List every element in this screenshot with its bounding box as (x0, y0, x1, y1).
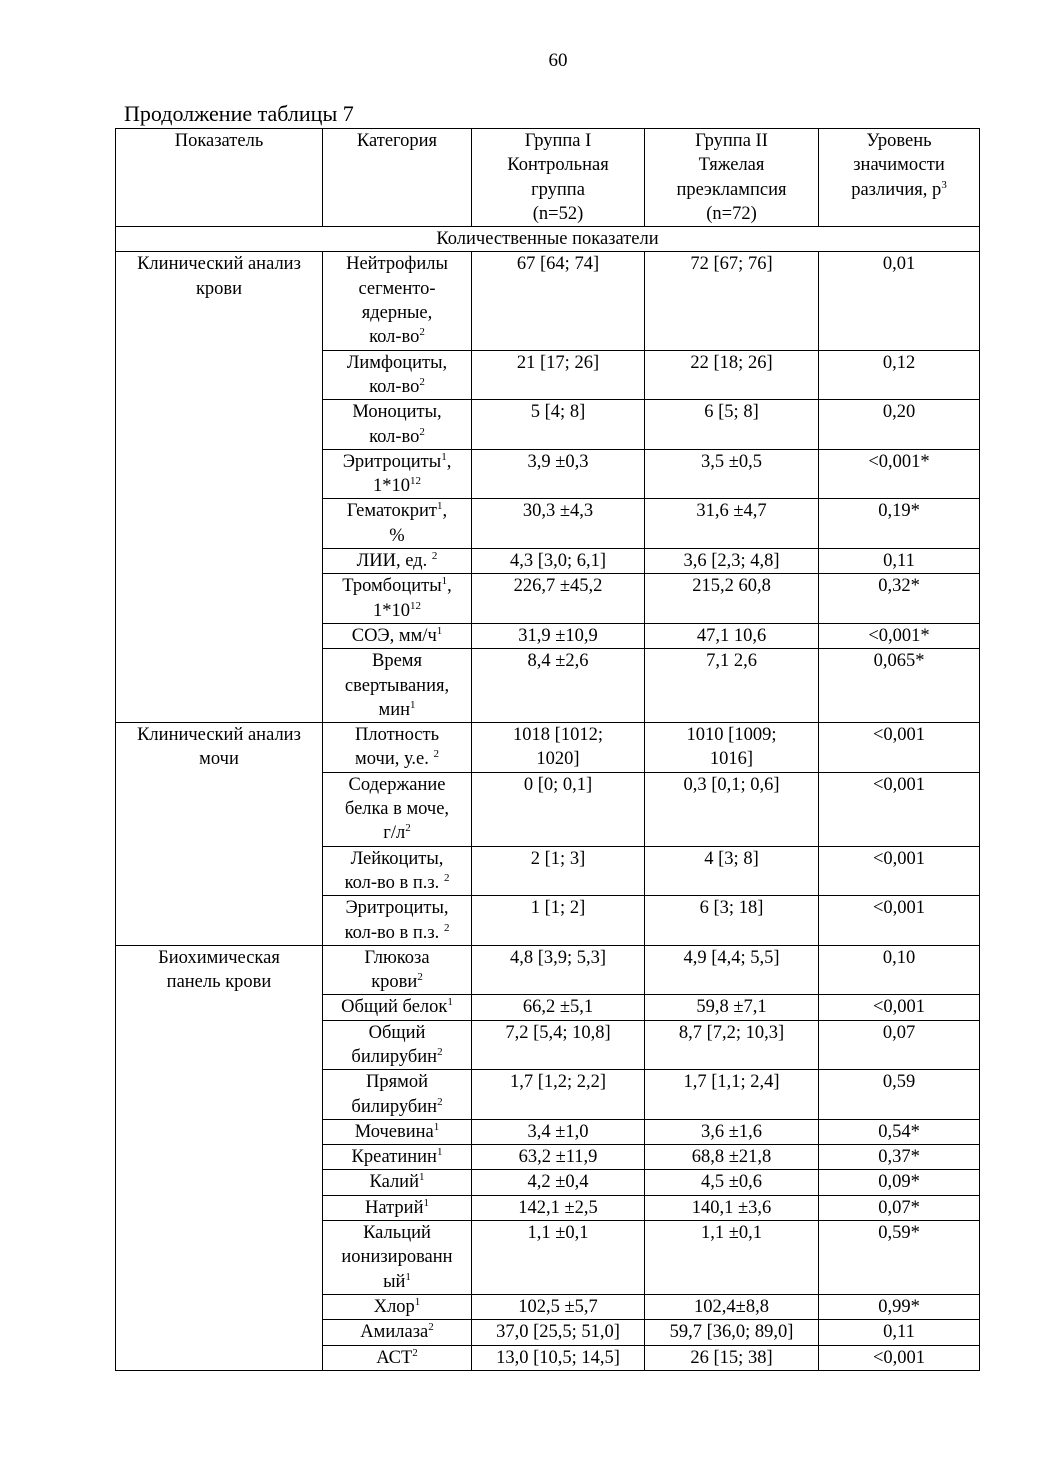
category-cell (323, 499, 472, 549)
category-cell (323, 1170, 472, 1195)
indicator-group-cell (116, 723, 323, 946)
significance-cell: 0,32* (819, 574, 980, 624)
indicator-name-line: Клинический анализ (137, 254, 301, 275)
category-line: кол-во (369, 327, 420, 348)
category-line: Эритроциты (342, 451, 442, 472)
group-1-value: 30,3 ±4,3 (472, 499, 645, 549)
category-cell (323, 1345, 472, 1370)
significance-cell: <0,001 (819, 772, 980, 846)
header-group-2 (645, 129, 819, 227)
significance-cell: 0,20 (819, 400, 980, 450)
category-line: Глюкоза (364, 947, 430, 968)
significance-cell: <0,001 (819, 846, 980, 896)
category-cell (323, 549, 472, 574)
group-2-value: 59,8 ±7,1 (645, 995, 819, 1020)
category-line: крови (371, 972, 418, 993)
category-line: 1*10 (373, 476, 410, 497)
significance-cell: 0,99* (819, 1294, 980, 1319)
significance-cell: 0,07 (819, 1020, 980, 1070)
significance-cell: 0,37* (819, 1145, 980, 1170)
group-1-value: 2 [1; 3] (472, 846, 645, 896)
category-cell (323, 1119, 472, 1144)
indicator-name-line: Клинический анализ (137, 725, 301, 746)
significance-cell: 0,11 (819, 1320, 980, 1345)
category-line: Время (371, 651, 423, 672)
significance-cell: <0,001* (819, 623, 980, 648)
group-1-value: 4,2 ±0,4 (472, 1170, 645, 1195)
category-line: кол-во в п.з. (344, 872, 444, 893)
group-1-value: 21 [17; 26] (472, 350, 645, 400)
category-line: Плотность (354, 725, 440, 746)
table-row (116, 252, 980, 350)
group-1-value: 4,3 [3,0; 6,1] (472, 549, 645, 574)
category-cell (323, 896, 472, 946)
category-line: Лейкоциты, (350, 848, 444, 869)
category-cell (323, 1070, 472, 1120)
group-1-value: 13,0 [10,5; 14,5] (472, 1345, 645, 1370)
footnote-marker: 2 (412, 1346, 418, 1359)
category-cell (323, 252, 472, 350)
category-line: ионизированн (341, 1247, 453, 1268)
footnote-marker: 1 (436, 624, 443, 637)
category-line: Натрий (365, 1197, 424, 1218)
category-line: ый (383, 1271, 406, 1292)
footnote-marker: 2 (428, 1321, 434, 1334)
footnote-marker: 1 (414, 1295, 421, 1308)
group-2-value: 3,6 ±1,6 (645, 1119, 819, 1144)
category-line: Эритроциты, (345, 898, 449, 919)
group-2-value: 1,1 ±0,1 (645, 1221, 819, 1295)
section-title: Количественные показатели (116, 227, 980, 252)
category-line: 1*10 (373, 600, 410, 621)
category-line: Калий (369, 1172, 419, 1193)
header-group-1-line: (n=52) (532, 203, 584, 224)
group-2-value: 4 [3; 8] (645, 846, 819, 896)
footnote-marker: 2 (405, 822, 411, 835)
category-line: билирубин (351, 1046, 438, 1067)
group-2-value: 140,1 ±3,6 (645, 1195, 819, 1220)
significance-cell: 0,09* (819, 1170, 980, 1195)
group-1-value: 66,2 ±5,1 (472, 995, 645, 1020)
category-cell (323, 449, 472, 499)
group-2-value: 47,1 10,6 (645, 623, 819, 648)
header-significance (819, 129, 980, 227)
group-2-value: 22 [18; 26] (645, 350, 819, 400)
category-line: СОЭ, мм/ч (351, 625, 437, 646)
section-row (116, 227, 980, 252)
header-group-2-line: Группа II (695, 131, 768, 151)
group-1-value: 1,1 ±0,1 (472, 1221, 645, 1295)
group-2-value: 59,7 [36,0; 89,0] (645, 1320, 819, 1345)
category-line: Амилаза (360, 1322, 429, 1343)
category-line: Тромбоциты (342, 576, 442, 597)
category-cell (323, 846, 472, 896)
footnote-marker: 1 (423, 1196, 429, 1209)
footnote-marker: 2 (443, 921, 450, 934)
significance-cell: <0,001 (819, 723, 980, 773)
significance-cell: <0,001 (819, 896, 980, 946)
category-punctuation: , (442, 501, 448, 522)
significance-cell: <0,001 (819, 995, 980, 1020)
group-2-value: 72 [67; 76] (645, 252, 819, 350)
header-significance-line: Уровень (866, 131, 932, 151)
category-cell (323, 1020, 472, 1070)
significance-cell: 0,59* (819, 1221, 980, 1295)
footnote-marker: 1 (441, 575, 448, 588)
group-2-value: 102,4±8,8 (645, 1294, 819, 1319)
category-line: ЛИИ, ед. (356, 551, 432, 572)
group-2-value: 1,7 [1,1; 2,4] (645, 1070, 819, 1120)
header-group-1-line: Группа I (524, 131, 592, 151)
category-line: белка в моче, (344, 799, 450, 820)
category-line: Мочевина (354, 1121, 434, 1142)
category-cell (323, 649, 472, 723)
footnote-marker: 1 (433, 1120, 440, 1133)
group-2-value: 4,9 [4,4; 5,5] (645, 945, 819, 995)
category-cell (323, 400, 472, 450)
category-cell (323, 350, 472, 400)
significance-cell: 0,07* (819, 1195, 980, 1220)
significance-cell: 0,54* (819, 1119, 980, 1144)
header-group-2-line: Тяжелая (698, 155, 765, 176)
group-2-value: 26 [15; 38] (645, 1345, 819, 1370)
category-line: Общий белок (341, 997, 448, 1018)
header-significance-line: различия, p (851, 179, 942, 200)
group-2-value: 6 [5; 8] (645, 400, 819, 450)
category-line: свертывания, (344, 675, 450, 696)
header-category: Категория (323, 129, 472, 227)
group-1-value: 3,9 ±0,3 (472, 449, 645, 499)
footnote-marker: 12 (410, 475, 421, 487)
significance-cell: 0,10 (819, 945, 980, 995)
group-2-value: 7,1 2,6 (645, 649, 819, 723)
group-1-value: 67 [64; 74] (472, 252, 645, 350)
category-cell (323, 623, 472, 648)
group-1-value: 8,4 ±2,6 (472, 649, 645, 723)
category-cell (323, 1294, 472, 1319)
category-line: Гематокрит (346, 501, 437, 522)
group-2-value: 0,3 [0,1; 0,6] (645, 772, 819, 846)
table-caption: Продолжение таблицы 7 (124, 101, 354, 126)
footnote-marker: 2 (443, 871, 450, 884)
group-2-value: 3,6 [2,3; 4,8] (645, 549, 819, 574)
page-number: 60 (548, 50, 568, 71)
header-group-1-line: Контрольная (507, 155, 609, 176)
category-cell (323, 1320, 472, 1345)
category-line: ядерные, (361, 303, 433, 324)
indicator-name-line: мочи (199, 749, 239, 770)
group-2-value: 3,5 ±0,5 (645, 449, 819, 499)
group-1-value: 1 [1; 2] (472, 896, 645, 946)
significance-cell: 0,01 (819, 252, 980, 350)
group-1-value: 37,0 [25,5; 51,0] (472, 1320, 645, 1345)
footnote-marker: 2 (419, 326, 425, 339)
category-line: мин (378, 699, 410, 720)
category-cell (323, 995, 472, 1020)
footnote-marker: 1 (436, 1146, 443, 1159)
footnote-marker: 2 (437, 1045, 443, 1058)
footnote-marker: 1 (437, 500, 443, 513)
group-1-value: 142,1 ±2,5 (472, 1195, 645, 1220)
category-line: Нейтрофилы (346, 254, 448, 275)
footnote-marker: 1 (419, 1171, 425, 1184)
group-2-value: 68,8 ±21,8 (645, 1145, 819, 1170)
significance-cell: 0,065* (819, 649, 980, 723)
category-line: Хлор (373, 1296, 415, 1317)
footnote-marker: 2 (431, 549, 438, 562)
group-1-value: 4,8 [3,9; 5,3] (472, 945, 645, 995)
footnote-marker: 2 (433, 748, 439, 761)
group-1-value: 63,2 ±11,9 (472, 1145, 645, 1170)
group-1-value: 226,7 ±45,2 (472, 574, 645, 624)
category-cell (323, 574, 472, 624)
category-line: мочи, у.е. (355, 749, 434, 770)
significance-cell: <0,001 (819, 1345, 980, 1370)
category-line: кол-во в п.з. (344, 922, 444, 943)
indicator-name-line: Биохимическая (158, 947, 280, 968)
category-cell (323, 772, 472, 846)
category-punctuation: , (447, 576, 452, 597)
category-cell (323, 945, 472, 995)
category-line: Креатинин (351, 1147, 437, 1168)
footnote-marker: 2 (419, 375, 425, 388)
group-2-value: 6 [3; 18] (645, 896, 819, 946)
footnote-marker: 2 (437, 1095, 443, 1108)
group-2-value: 8,7 [7,2; 10,3] (645, 1020, 819, 1070)
header-group-2-line: (n=72) (706, 203, 757, 224)
group-1-value: 5 [4; 8] (472, 400, 645, 450)
group-1-value: 7,2 [5,4; 10,8] (472, 1020, 645, 1070)
group-2-value: 4,5 ±0,6 (645, 1170, 819, 1195)
category-line: билирубин (351, 1096, 438, 1117)
category-line: АСТ (376, 1347, 413, 1368)
category-cell (323, 1195, 472, 1220)
group-1-value: 0 [0; 0,1] (472, 772, 645, 846)
significance-cell: 0,59 (819, 1070, 980, 1120)
significance-cell: 0,12 (819, 350, 980, 400)
group-1-value: 102,5 ±5,7 (472, 1294, 645, 1319)
category-line: Лимфоциты, (346, 352, 448, 373)
category-line: сегменто- (358, 278, 436, 299)
group-2-value: 215,2 60,8 (645, 574, 819, 624)
header-significance-footnote: 3 (941, 178, 947, 191)
category-cell (323, 1145, 472, 1170)
group-1-value: 31,9 ±10,9 (472, 623, 645, 648)
category-line: Моноциты, (352, 402, 442, 423)
significance-cell: 0,19* (819, 499, 980, 549)
footnote-marker: 1 (441, 450, 447, 463)
category-line: Кальций (363, 1223, 431, 1244)
category-line: кол-во (369, 426, 420, 447)
footnote-marker: 1 (447, 996, 453, 1009)
footnote-marker: 2 (419, 425, 425, 438)
footnote-marker: 1 (405, 1270, 411, 1283)
header-indicator: Показатель (116, 129, 323, 227)
footnote-marker: 12 (410, 599, 421, 612)
indicator-name-line: крови (195, 278, 243, 299)
group-1-value: 1018 [1012; 1020] (472, 723, 645, 773)
category-cell (323, 723, 472, 773)
table-row (116, 723, 980, 773)
footnote-marker: 2 (417, 970, 423, 983)
category-line: Прямой (366, 1072, 428, 1093)
category-line: кол-во (369, 376, 420, 397)
table-row (116, 945, 980, 995)
header-row (116, 129, 980, 227)
category-line: % (389, 525, 405, 546)
category-cell (323, 1221, 472, 1295)
significance-cell: <0,001* (819, 449, 980, 499)
footnote-marker: 1 (410, 698, 416, 711)
indicator-name-line: панель крови (166, 972, 272, 993)
significance-cell: 0,11 (819, 549, 980, 574)
category-punctuation: , (446, 451, 452, 472)
category-line: г/л (383, 823, 406, 844)
indicator-group-cell (116, 945, 323, 1370)
category-line: Содержание (348, 774, 446, 795)
group-1-value: 3,4 ±1,0 (472, 1119, 645, 1144)
results-table (115, 128, 980, 1371)
table-body (116, 227, 980, 1371)
header-group-1 (472, 129, 645, 227)
category-line: Общий (368, 1022, 426, 1043)
indicator-group-cell (116, 252, 323, 723)
header-significance-line: значимости (853, 155, 945, 176)
group-2-value: 1010 [1009; 1016] (645, 723, 819, 773)
group-2-value: 31,6 ±4,7 (645, 499, 819, 549)
header-group-2-line: преэклампсия (676, 179, 787, 200)
header-group-1-line: группа (531, 179, 585, 200)
group-1-value: 1,7 [1,2; 2,2] (472, 1070, 645, 1120)
